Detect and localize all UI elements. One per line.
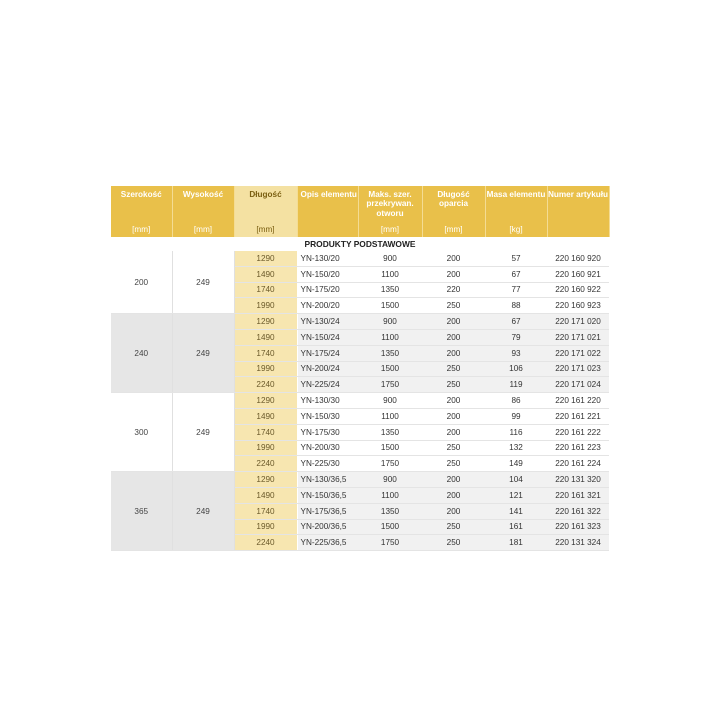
cell-maks-szer: 1350 [358, 424, 422, 440]
cell-dlugosc-oparcia: 200 [422, 393, 485, 409]
cell-wysokosc: 249 [172, 314, 234, 393]
cell-wysokosc: 249 [172, 393, 234, 472]
cell-dlugosc-oparcia: 200 [422, 266, 485, 282]
cell-masa: 104 [485, 472, 547, 488]
cell-opis: YN-225/36,5 [297, 535, 358, 551]
cell-dlugosc: 1740 [234, 424, 297, 440]
cell-dlugosc: 1290 [234, 393, 297, 409]
cell-maks-szer: 1750 [358, 456, 422, 472]
cell-masa: 67 [485, 266, 547, 282]
cell-numer: 220 161 223 [547, 440, 609, 456]
header-szerokosc: Szerokość [mm] [111, 186, 172, 237]
cell-opis: YN-150/30 [297, 408, 358, 424]
cell-wysokosc: 249 [172, 472, 234, 551]
cell-maks-szer: 1750 [358, 377, 422, 393]
cell-masa: 57 [485, 251, 547, 266]
cell-opis: YN-130/30 [297, 393, 358, 409]
cell-opis: YN-130/24 [297, 314, 358, 330]
cell-dlugosc: 2240 [234, 535, 297, 551]
cell-dlugosc: 1990 [234, 298, 297, 314]
cell-dlugosc: 1490 [234, 329, 297, 345]
cell-maks-szer: 1750 [358, 535, 422, 551]
cell-dlugosc-oparcia: 200 [422, 503, 485, 519]
cell-dlugosc: 1490 [234, 408, 297, 424]
header-opis: Opis elementu [297, 186, 358, 237]
cell-opis: YN-200/24 [297, 361, 358, 377]
cell-opis: YN-225/30 [297, 456, 358, 472]
cell-wysokosc: 249 [172, 251, 234, 314]
cell-maks-szer: 1500 [358, 440, 422, 456]
cell-dlugosc-oparcia: 250 [422, 361, 485, 377]
cell-maks-szer: 1350 [358, 282, 422, 298]
product-group [111, 393, 609, 472]
cell-dlugosc: 1290 [234, 314, 297, 330]
table-row [111, 251, 609, 266]
cell-masa: 67 [485, 314, 547, 330]
cell-numer: 220 161 321 [547, 487, 609, 503]
header-maks-szer: Maks. szer. przekrywan. otworu [mm] [358, 186, 422, 237]
header-dlugosc: Długość [mm] [234, 186, 297, 237]
cell-numer: 220 161 322 [547, 503, 609, 519]
cell-masa: 79 [485, 329, 547, 345]
cell-numer: 220 171 022 [547, 345, 609, 361]
cell-opis: YN-130/20 [297, 251, 358, 266]
cell-dlugosc: 1990 [234, 519, 297, 535]
cell-maks-szer: 1100 [358, 329, 422, 345]
table-header [111, 186, 609, 237]
cell-dlugosc: 1740 [234, 345, 297, 361]
cell-masa: 149 [485, 456, 547, 472]
cell-masa: 181 [485, 535, 547, 551]
cell-dlugosc: 1990 [234, 361, 297, 377]
cell-numer: 220 171 024 [547, 377, 609, 393]
product-table [111, 186, 610, 551]
cell-numer: 220 161 222 [547, 424, 609, 440]
cell-dlugosc: 1990 [234, 440, 297, 456]
cell-masa: 86 [485, 393, 547, 409]
cell-maks-szer: 1500 [358, 519, 422, 535]
table-row [111, 393, 609, 409]
cell-opis: YN-175/20 [297, 282, 358, 298]
cell-opis: YN-200/20 [297, 298, 358, 314]
cell-masa: 119 [485, 377, 547, 393]
cell-opis: YN-150/24 [297, 329, 358, 345]
cell-opis: YN-130/36,5 [297, 472, 358, 488]
cell-opis: YN-200/30 [297, 440, 358, 456]
cell-maks-szer: 900 [358, 393, 422, 409]
cell-numer: 220 131 320 [547, 472, 609, 488]
cell-opis: YN-175/24 [297, 345, 358, 361]
table-row [111, 472, 609, 488]
cell-maks-szer: 1350 [358, 503, 422, 519]
header-masa: Masa elementu [kg] [485, 186, 547, 237]
cell-maks-szer: 1100 [358, 487, 422, 503]
cell-dlugosc: 1740 [234, 282, 297, 298]
cell-maks-szer: 1500 [358, 298, 422, 314]
table-row [111, 314, 609, 330]
cell-masa: 88 [485, 298, 547, 314]
cell-dlugosc: 1290 [234, 472, 297, 488]
cell-numer: 220 160 922 [547, 282, 609, 298]
cell-dlugosc-oparcia: 200 [422, 251, 485, 266]
cell-dlugosc-oparcia: 250 [422, 377, 485, 393]
cell-maks-szer: 900 [358, 472, 422, 488]
cell-szerokosc: 365 [111, 472, 172, 551]
cell-dlugosc-oparcia: 200 [422, 424, 485, 440]
cell-numer: 220 171 020 [547, 314, 609, 330]
cell-szerokosc: 200 [111, 251, 172, 314]
product-group [111, 314, 609, 393]
cell-opis: YN-175/30 [297, 424, 358, 440]
cell-szerokosc: 240 [111, 314, 172, 393]
section-title: PRODUKTY PODSTAWOWE [111, 237, 609, 251]
cell-opis: YN-150/20 [297, 266, 358, 282]
cell-dlugosc: 1490 [234, 487, 297, 503]
cell-maks-szer: 1350 [358, 345, 422, 361]
cell-dlugosc-oparcia: 220 [422, 282, 485, 298]
header-wysokosc: Wysokość [mm] [172, 186, 234, 237]
cell-opis: YN-225/24 [297, 377, 358, 393]
cell-numer: 220 131 324 [547, 535, 609, 551]
cell-dlugosc-oparcia: 250 [422, 298, 485, 314]
cell-masa: 93 [485, 345, 547, 361]
cell-maks-szer: 900 [358, 251, 422, 266]
cell-maks-szer: 900 [358, 314, 422, 330]
product-group [111, 472, 609, 551]
cell-opis: YN-175/36,5 [297, 503, 358, 519]
product-group [111, 251, 609, 314]
cell-dlugosc-oparcia: 200 [422, 345, 485, 361]
cell-masa: 161 [485, 519, 547, 535]
cell-dlugosc-oparcia: 200 [422, 487, 485, 503]
cell-opis: YN-150/36,5 [297, 487, 358, 503]
cell-numer: 220 160 923 [547, 298, 609, 314]
cell-masa: 121 [485, 487, 547, 503]
cell-maks-szer: 1500 [358, 361, 422, 377]
cell-numer: 220 160 920 [547, 251, 609, 266]
cell-dlugosc-oparcia: 250 [422, 535, 485, 551]
cell-opis: YN-200/36,5 [297, 519, 358, 535]
cell-dlugosc-oparcia: 200 [422, 408, 485, 424]
cell-masa: 99 [485, 408, 547, 424]
cell-szerokosc: 300 [111, 393, 172, 472]
cell-dlugosc-oparcia: 250 [422, 440, 485, 456]
cell-dlugosc-oparcia: 200 [422, 329, 485, 345]
cell-dlugosc-oparcia: 200 [422, 472, 485, 488]
header-numer: Numer artykułu [547, 186, 609, 237]
cell-dlugosc-oparcia: 200 [422, 314, 485, 330]
cell-masa: 132 [485, 440, 547, 456]
cell-masa: 141 [485, 503, 547, 519]
cell-maks-szer: 1100 [358, 408, 422, 424]
cell-numer: 220 161 224 [547, 456, 609, 472]
cell-numer: 220 171 023 [547, 361, 609, 377]
cell-dlugosc-oparcia: 250 [422, 519, 485, 535]
cell-numer: 220 160 921 [547, 266, 609, 282]
cell-maks-szer: 1100 [358, 266, 422, 282]
header-dlugosc-oparcia: Długość oparcia [mm] [422, 186, 485, 237]
cell-dlugosc: 1290 [234, 251, 297, 266]
cell-numer: 220 161 221 [547, 408, 609, 424]
cell-dlugosc: 1490 [234, 266, 297, 282]
cell-numer: 220 161 220 [547, 393, 609, 409]
cell-masa: 106 [485, 361, 547, 377]
cell-numer: 220 171 021 [547, 329, 609, 345]
cell-dlugosc-oparcia: 250 [422, 456, 485, 472]
cell-dlugosc: 2240 [234, 377, 297, 393]
cell-masa: 77 [485, 282, 547, 298]
cell-dlugosc: 2240 [234, 456, 297, 472]
cell-numer: 220 161 323 [547, 519, 609, 535]
cell-masa: 116 [485, 424, 547, 440]
cell-dlugosc: 1740 [234, 503, 297, 519]
